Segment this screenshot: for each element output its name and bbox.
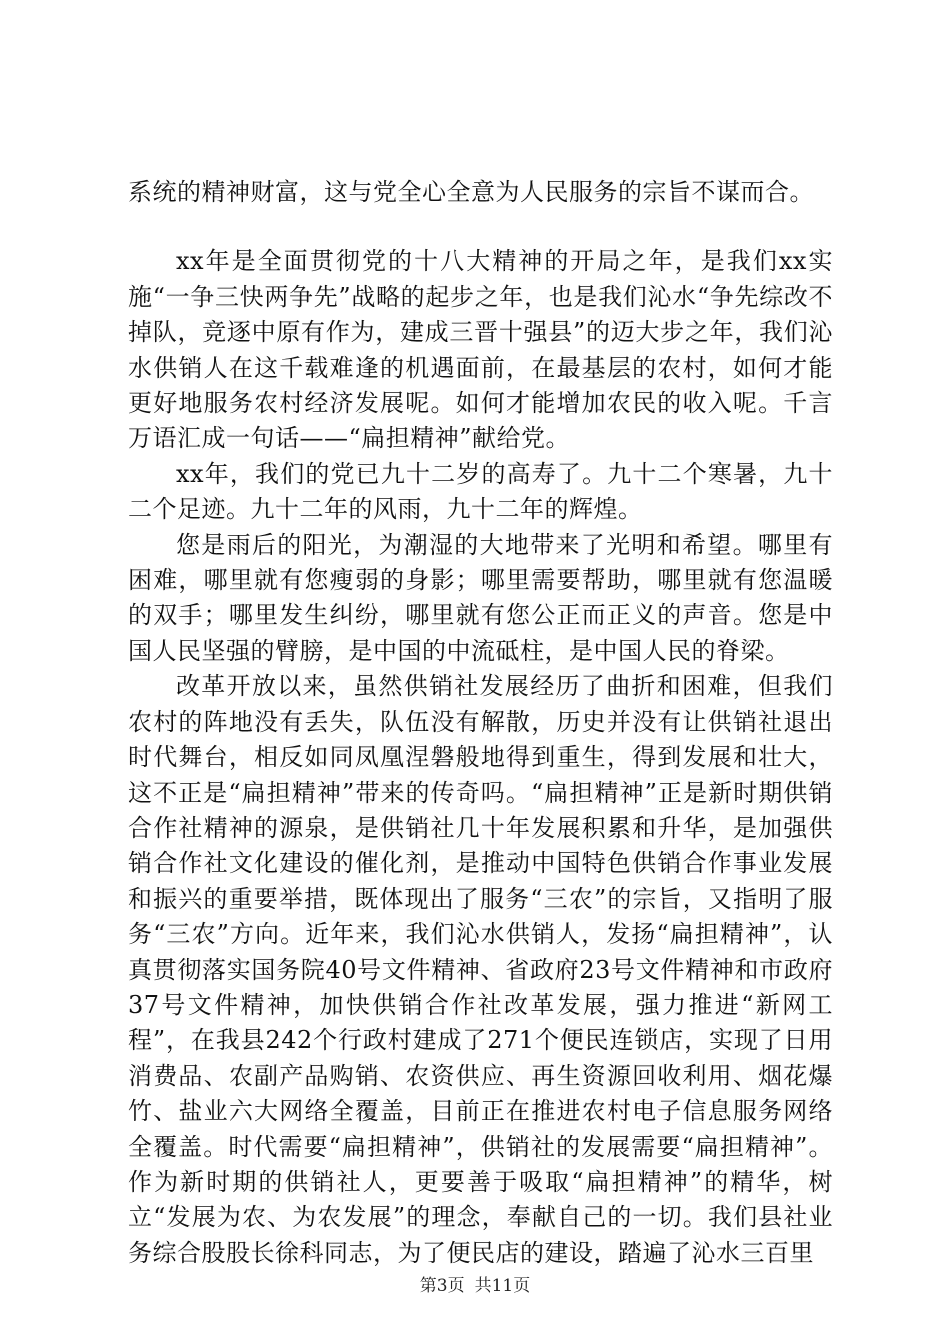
paragraph-5: 改革开放以来，虽然供销社发展经历了曲折和困难，但我们农村的阵地没有丢失，队伍没有解散，历史并没有让供销社退出时代舞台，相反如同凤凰涅磐般地得到重生，得到发展和壮大，这不正是“扁担精神”带来的传奇吗。“扁担精神”正是新时期供销合作社精神的源泉，是供销社几十年发展积累和升华，是加强供销合作社文化建设的催化剂，是推动中国特色供销合作事业发展和振兴的重要举措，既体现出了服务“三农”的宗旨，又指明了服务“三农”方向。近年来，我们沁水供销人，发扬“扁担精神”，认真贯彻落实国务院40号文件精神、省政府23号文件精神和市政府37号文件精神，加快供销合作社改革发展，强力推进“新网工程”，在我县242个行政村建成了271个便民连锁店，实现了日用消费品、农副产品购销、农资供应、再生资源回收利用、烟花爆竹、盐业六大网络全覆盖，目前正在推进农村电子信息服务网络全覆盖。时代需要“扁担精神”，供销社的发展需要“扁担精神”。作为新时期的供销社人，更要善于吸取“扁担精神”的精华，树立“发展为农、为农发展”的理念，奉献自己的一切。我们县社业务综合股股长徐科同志，为了便民店的建设，踏遍了沁水三百里 [128,672,833,1267]
document-body [128,175,833,1271]
page-number: 第3页 [419,1276,465,1296]
paragraph-2: xx年是全面贯彻党的十八大精神的开局之年，是我们xx实施“一争三快两争先”战略的起步之年，也是我们沁水“争先综改不掉队，竞逐中原有作为，建成三晋十强县”的迈大步之年，我们沁水供销人在这千载难逢的机遇面前，在最基层的农村，如何才能更好地服务农村经济发展呢。如何才能增加农民的收入呢。千言万语汇成一句话——“扁担精神”献给党。 [128,247,833,453]
page-total: 共11页 [474,1276,531,1296]
page-footer [0,1276,950,1296]
paragraph-4: 您是雨后的阳光，为潮湿的大地带来了光明和希望。哪里有困难，哪里就有您瘦弱的身影；哪里需要帮助，哪里就有您温暖的双手；哪里发生纠纷，哪里就有您公正而正义的声音。您是中国人民坚强的臂膀，是中国的中流砥柱，是中国人民的脊梁。 [128,530,833,665]
paragraph-1: 系统的精神财富，这与党全心全意为人民服务的宗旨不谋而合。 [128,178,814,206]
paragraph-3: xx年，我们的党已九十二岁的高寿了。九十二个寒暑，九十二个足迹。九十二年的风雨，九十二年的辉煌。 [128,459,833,524]
